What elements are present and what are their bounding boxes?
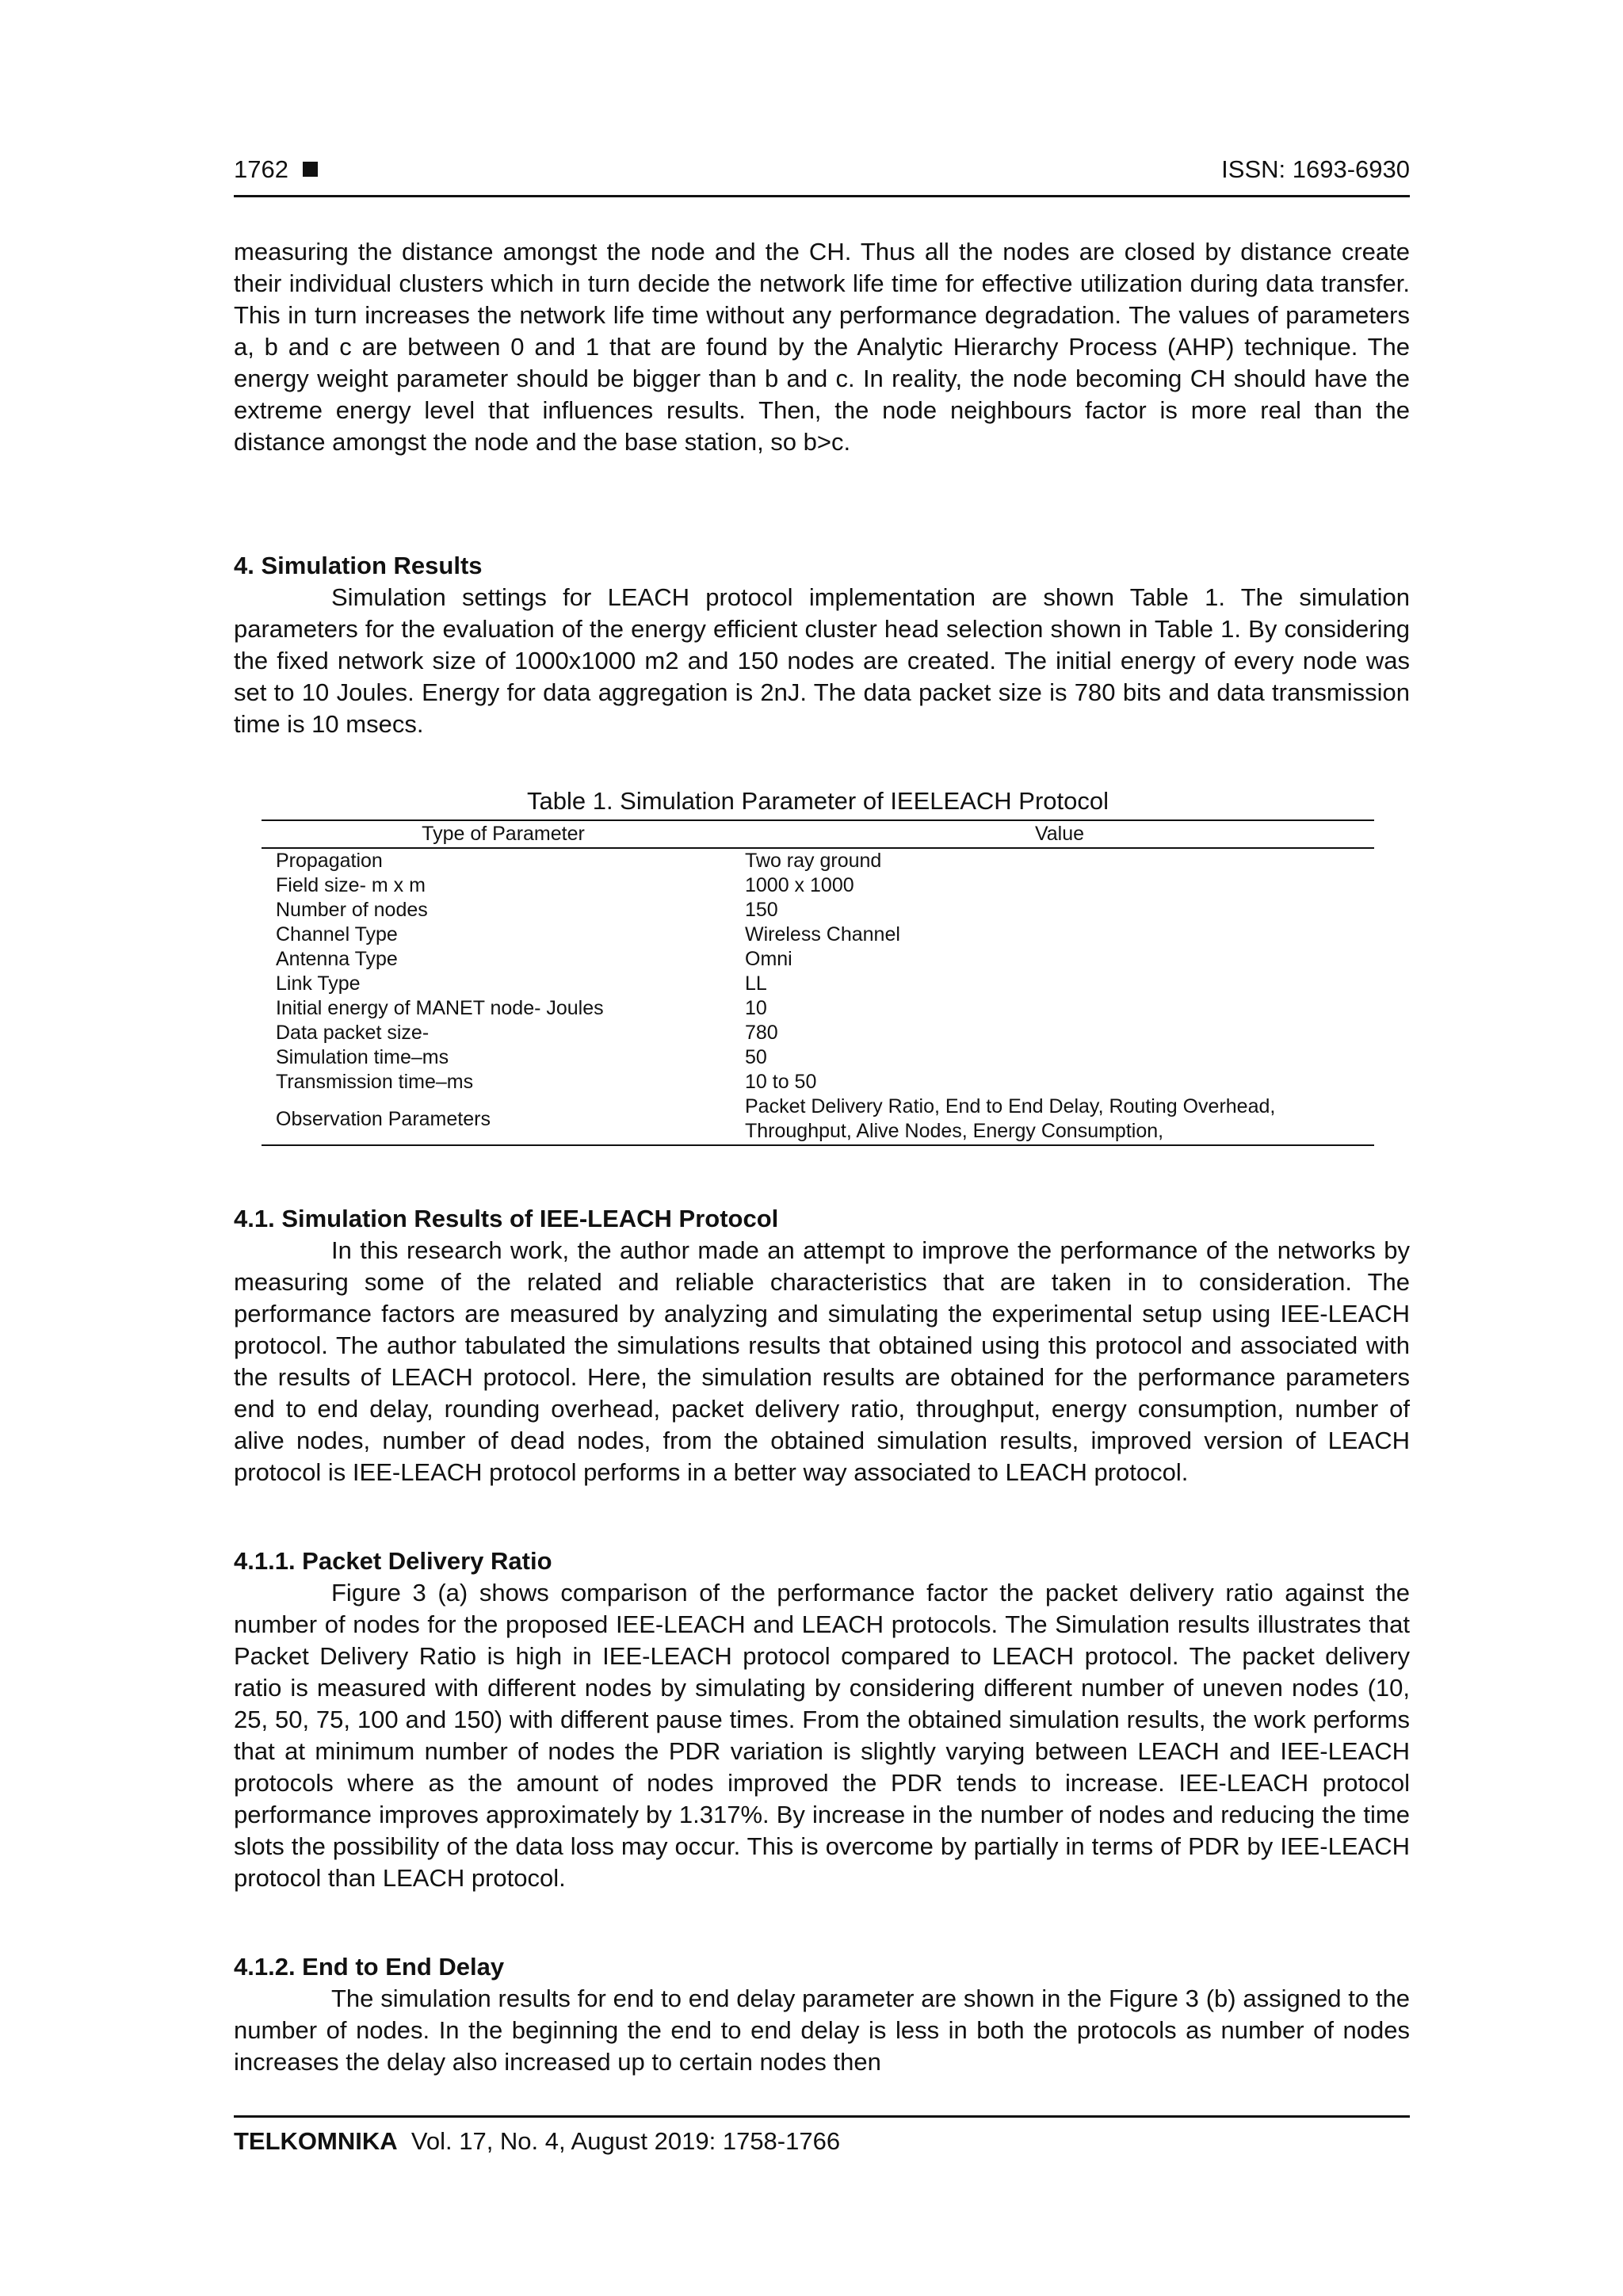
table-row bbox=[262, 923, 1374, 947]
table-1-caption: Table 1. Simulation Parameter of IEELEACH Protocol bbox=[526, 787, 1109, 815]
table-row bbox=[262, 873, 1374, 898]
simulation-parameter-table bbox=[262, 819, 1374, 1146]
page-number-group bbox=[234, 155, 318, 184]
value-cell: Omni bbox=[745, 948, 792, 970]
value-cell: 10 bbox=[745, 997, 767, 1019]
issn: ISSN: 1693-6930 bbox=[1221, 155, 1410, 183]
table-row bbox=[262, 996, 1374, 1021]
param-cell: Simulation time–ms bbox=[276, 1046, 449, 1068]
table-row bbox=[262, 972, 1374, 996]
intro-paragraph: measuring the distance amongst the node and the CH. Thus all the nodes are closed by distance create their individual clusters which in turn decide the network life time for effective utilization during data transfer. This in turn increases the network life time without any performance degradation. The values of parameters a, b and c are between 0 and 1 that are found by the Analytic Hierarchy Process (AHP) technique. The energy weight parameter should be bigger than b and c. In reality, the node becoming CH should have the extreme energy level that influences results. Then, the node neighbours factor is more real than the distance amongst the node and the base station, so b>c. bbox=[234, 238, 1410, 456]
section-4-1-heading: 4.1. Simulation Results of IEE-LEACH Protocol bbox=[234, 1205, 779, 1232]
value-cell bbox=[745, 1095, 1374, 1145]
table-row bbox=[262, 947, 1374, 972]
table-row bbox=[262, 1095, 1374, 1145]
value-line: Throughput, Alive Nodes, Energy Consumption, bbox=[745, 1120, 1164, 1142]
section-4-1-paragraph: In this research work, the author made an attempt to improve the performance of the networks by measuring some of the related and reliable characteristics that are taken in to consideration. The performance factors are measured by analyzing and simulating the experimental setup using IEE-LEACH protocol. The author tabulated the simulations results that obtained using this protocol and associated with the results of LEACH protocol. Here, the simulation results are obtained for the performance parameters end to end delay, rounding overhead, packet delivery ratio, throughput, energy consumption, number of alive nodes, number of dead nodes, from the obtained simulation results, improved version of LEACH protocol is IEE-LEACH protocol performs in a better way associated to LEACH protocol. bbox=[234, 1236, 1410, 1486]
param-cell: Transmission time–ms bbox=[276, 1071, 474, 1093]
table-row bbox=[262, 898, 1374, 923]
value-cell: 10 to 50 bbox=[745, 1071, 817, 1093]
section-4-1-1-paragraph: Figure 3 (a) shows comparison of the performance factor the packet delivery ratio against the number of nodes for the proposed IEE-LEACH and LEACH protocols. The Simulation results illustrates that Packet Delivery Ratio is high in IEE-LEACH protocol compared to LEACH protocol. The packet delivery ratio is measured with different nodes by simulating by considering different number of uneven nodes (10, 25, 50, 75, 100 and 150) with different pause times. From the obtained simulation results, the work performs that at minimum number of nodes the PDR variation is slightly varying between LEACH and IEE-LEACH protocols where as the amount of nodes improved the PDR tends to increase. IEE-LEACH protocol performance improves approximately by 1.317%. By increase in the number of nodes and reducing the time slots the possibility of the data loss may occur. This is overcome by partially in terms of PDR by IEE-LEACH protocol than LEACH protocol. bbox=[234, 1579, 1410, 1892]
journal-name: TELKOMNIKA bbox=[234, 2127, 398, 2155]
value-cell: LL bbox=[745, 972, 767, 995]
page-header bbox=[234, 155, 1410, 197]
param-cell: Antenna Type bbox=[276, 948, 398, 970]
value-cell: Two ray ground bbox=[745, 850, 882, 872]
value-cell: Wireless Channel bbox=[745, 923, 900, 946]
table-row bbox=[262, 1021, 1374, 1045]
section-4-paragraph: Simulation settings for LEACH protocol implementation are shown Table 1. The simulation parameters for the evaluation of the energy efficient cluster head selection shown in Table 1. By considering the fixed network size of 1000x1000 m2 and 150 nodes are created. The initial energy of every node was set to 10 Joules. Energy for data aggregation is 2nJ. The data packet size is 780 bits and data transmission time is 10 msecs. bbox=[234, 583, 1410, 738]
col-header-parameter: Type of Parameter bbox=[262, 820, 745, 848]
table-row bbox=[262, 1045, 1374, 1070]
section-4-1-1-heading: 4.1.1. Packet Delivery Ratio bbox=[234, 1547, 552, 1575]
param-cell: Link Type bbox=[276, 972, 361, 995]
param-cell: Data packet size- bbox=[276, 1022, 430, 1044]
section-4-1-2-heading: 4.1.2. End to End Delay bbox=[234, 1953, 505, 1981]
journal-citation: Vol. 17, No. 4, August 2019: 1758-1766 bbox=[411, 2127, 841, 2155]
section-4-heading: 4. Simulation Results bbox=[234, 552, 483, 579]
section-4-1-2-paragraph: The simulation results for end to end delay parameter are shown in the Figure 3 (b) assigned to the number of nodes. In the beginning the end to end delay is less in both the protocols as number of nodes increases the delay also increased up to certain nodes then bbox=[234, 1985, 1410, 2076]
value-cell: 1000 x 1000 bbox=[745, 874, 854, 896]
page-footer bbox=[234, 2115, 1410, 2156]
col-header-value: Value bbox=[745, 820, 1374, 848]
black-square-icon bbox=[303, 162, 318, 177]
table-header-row bbox=[262, 820, 1374, 848]
value-line: Packet Delivery Ratio, End to End Delay, Routing Overhead, bbox=[745, 1095, 1276, 1117]
param-cell: Initial energy of MANET node- Joules bbox=[276, 997, 604, 1019]
param-cell: Field size- m x m bbox=[276, 874, 426, 896]
param-cell: Number of nodes bbox=[276, 899, 428, 921]
table-row bbox=[262, 1070, 1374, 1095]
table-row bbox=[262, 848, 1374, 873]
param-cell: Propagation bbox=[276, 850, 383, 872]
value-cell: 780 bbox=[745, 1022, 778, 1044]
value-cell: 50 bbox=[745, 1046, 767, 1068]
value-cell: 150 bbox=[745, 899, 778, 921]
param-cell: Observation Parameters bbox=[262, 1095, 745, 1145]
param-cell: Channel Type bbox=[276, 923, 398, 946]
page-number: 1762 bbox=[234, 155, 288, 183]
